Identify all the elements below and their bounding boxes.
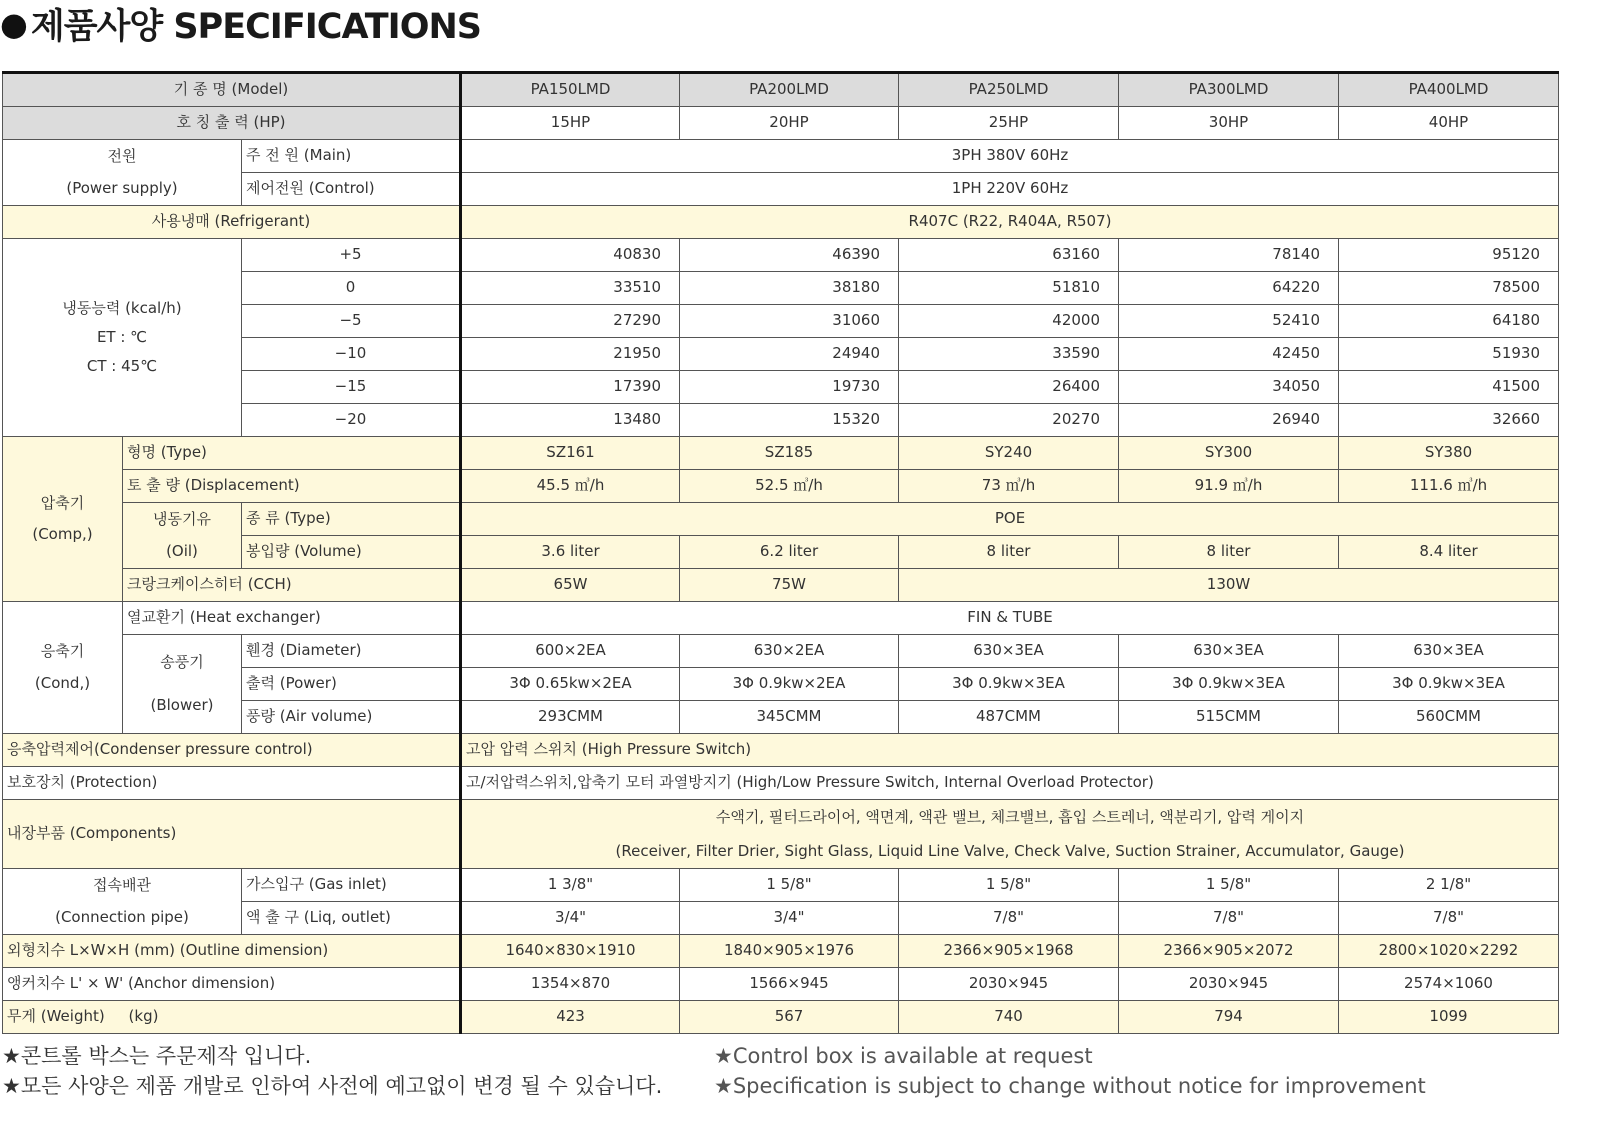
outline-row [3,935,1559,968]
capacity-value: 52410 [1119,305,1339,338]
hp-cell: 15HP [461,107,680,140]
bullet-icon: ● [0,5,27,43]
components-label: 내장부품 (Components) [3,800,461,869]
capacity-label-3: CT : 45℃ [86,357,158,376]
pow-cell: 3Φ 0.9kw×3EA [1339,668,1559,701]
capacity-value: 78140 [1119,239,1339,272]
oil-label-en: (Oil) [166,541,198,560]
liq-cell: 3/4" [461,902,680,935]
gas-cell: 1 3/8" [461,869,680,902]
dia-cell: 630×3EA [1119,635,1339,668]
oil-vol-cell: 6.2 liter [680,536,899,569]
cch-cell: 130W [899,569,1559,602]
oil-vol-cell: 8.4 liter [1339,536,1559,569]
hp-cell: 30HP [1119,107,1339,140]
anchor-row [3,968,1559,1001]
outline-cell: 2366×905×1968 [899,935,1119,968]
pow-cell: 3Φ 0.9kw×3EA [1119,668,1339,701]
capacity-label-2: ET : ℃ [96,327,148,346]
refrigerant-row [3,206,1559,239]
comp-disp-cell: 73 ㎥/h [899,470,1119,503]
liq-cell: 7/8" [1339,902,1559,935]
weight-cell: 567 [680,1001,899,1034]
gas-cell: 1 5/8" [680,869,899,902]
oil-vol-cell: 8 liter [1119,536,1339,569]
comp-disp-cell: 52.5 ㎥/h [680,470,899,503]
note-en-1: ★Control box is available at request [714,1044,1093,1068]
components-value [461,800,1559,869]
comp-type-cell: SZ185 [680,437,899,470]
comp-type-cell: SZ161 [461,437,680,470]
specifications-table [2,71,1559,1034]
note-ko-2: ★모든 사양은 제품 개발로 인하여 사전에 예고없이 변경 될 수 있습니다. [2,1074,663,1098]
page-heading [0,0,481,48]
outline-cell: 2800×1020×2292 [1339,935,1559,968]
capacity-value: 41500 [1339,371,1559,404]
liq-label: 액 출 구 (Liq, outlet) [242,902,461,935]
oil-vol-cell: 8 liter [899,536,1119,569]
pow-label: 출력 (Power) [242,668,461,701]
oil-type-value: POE [461,503,1559,536]
power-label-en: (Power supply) [66,178,178,197]
cond-dia-row [3,635,1559,668]
outline-cell: 1640×830×1910 [461,935,680,968]
comp-label-en: (Comp,) [32,525,93,543]
model-cell: PA250LMD [899,73,1119,107]
capacity-value: 24940 [680,338,899,371]
comp-type-cell: SY380 [1339,437,1559,470]
capacity-value: 51810 [899,272,1119,305]
comp-disp-cell: 45.5 ㎥/h [461,470,680,503]
weight-row [3,1001,1559,1034]
pow-cell: 3Φ 0.65kw×2EA [461,668,680,701]
gas-cell: 1 5/8" [1119,869,1339,902]
comp-type-cell: SY300 [1119,437,1339,470]
anchor-cell: 2030×945 [1119,968,1339,1001]
capacity-value: 13480 [461,404,680,437]
dia-label: 휀경 (Diameter) [242,635,461,668]
weight-cell: 423 [461,1001,680,1034]
model-row [3,73,1559,107]
model-cell: PA200LMD [680,73,899,107]
cond-hx-row [3,602,1559,635]
capacity-row [3,239,1559,272]
oil-label [123,503,242,569]
capacity-value: 40830 [461,239,680,272]
cond-label-en: (Cond,) [34,673,91,692]
capacity-value: 17390 [461,371,680,404]
comp-type-label: 형명 (Type) [123,437,461,470]
gas-cell: 2 1/8" [1339,869,1559,902]
power-main-row [3,140,1559,173]
comp-disp-row [3,470,1559,503]
anchor-cell: 1566×945 [680,968,899,1001]
power-label-ko: 전원 [107,147,137,166]
air-cell: 560CMM [1339,701,1559,734]
et-cell: +5 [242,239,461,272]
outline-cell: 1840×905×1976 [680,935,899,968]
pipe-label-ko: 접속배관 [93,876,151,895]
model-cell: PA400LMD [1339,73,1559,107]
cond-label-ko: 응축기 [40,642,85,661]
capacity-value: 38180 [680,272,899,305]
hp-cell: 20HP [680,107,899,140]
weight-cell: 794 [1119,1001,1339,1034]
gas-label: 가스입구 (Gas inlet) [242,869,461,902]
capacity-value: 95120 [1339,239,1559,272]
cond-pressure-row [3,734,1559,767]
comp-oil-type-row [3,503,1559,536]
capacity-value: 31060 [680,305,899,338]
refrigerant-label: 사용냉매 (Refrigerant) [3,206,461,239]
capacity-value: 78500 [1339,272,1559,305]
dia-cell: 630×3EA [1339,635,1559,668]
comp-label [3,437,123,602]
model-label: 기 종 명 (Model) [3,73,461,107]
hp-cell: 40HP [1339,107,1559,140]
oil-vol-label: 봉입량 (Volume) [242,536,461,569]
comp-type-row [3,437,1559,470]
protection-value: 고/저압력스위치,압축기 모터 과열방지기 (High/Low Pressure Switch, Internal Overload Protector) [461,767,1559,800]
pow-cell: 3Φ 0.9kw×2EA [680,668,899,701]
oil-label-ko: 냉동기유 [153,510,211,529]
air-cell: 515CMM [1119,701,1339,734]
dia-cell: 630×3EA [899,635,1119,668]
capacity-value: 19730 [680,371,899,404]
model-cell: PA150LMD [461,73,680,107]
liq-cell: 7/8" [1119,902,1339,935]
capacity-label-1: 냉동능력 (kcal/h) [62,298,182,317]
capacity-value: 20270 [899,404,1119,437]
power-main-value: 3PH 380V 60Hz [461,140,1559,173]
et-cell: −15 [242,371,461,404]
capacity-value: 64180 [1339,305,1559,338]
page-title: 제품사양 SPECIFICATIONS [30,7,481,47]
capacity-value: 34050 [1119,371,1339,404]
outline-cell: 2366×905×2072 [1119,935,1339,968]
notes-korean [2,1041,662,1101]
capacity-value: 46390 [680,239,899,272]
anchor-cell: 2030×945 [899,968,1119,1001]
anchor-cell: 1354×870 [461,968,680,1001]
oil-type-label: 종 류 (Type) [242,503,461,536]
capacity-value: 26400 [899,371,1119,404]
capacity-value: 42000 [899,305,1119,338]
air-cell: 345CMM [680,701,899,734]
capacity-value: 42450 [1119,338,1339,371]
power-label [3,140,242,206]
capacity-value: 21950 [461,338,680,371]
protection-label: 보호장치 (Protection) [3,767,461,800]
blower-label-ko: 송풍기 [160,652,204,671]
blower-label [123,635,242,734]
comp-disp-label: 토 출 량 (Displacement) [123,470,461,503]
et-cell: −20 [242,404,461,437]
capacity-value: 32660 [1339,404,1559,437]
refrigerant-value: R407C (R22, R404A, R507) [461,206,1559,239]
oil-vol-cell: 3.6 liter [461,536,680,569]
outline-label: 외형치수 L×W×H (mm) (Outline dimension) [3,935,461,968]
cond-pressure-value: 고압 압력 스위치 (High Pressure Switch) [461,734,1559,767]
capacity-value: 64220 [1119,272,1339,305]
dia-cell: 630×2EA [680,635,899,668]
comp-disp-cell: 91.9 ㎥/h [1119,470,1339,503]
dia-cell: 600×2EA [461,635,680,668]
capacity-value: 15320 [680,404,899,437]
hp-label: 호 칭 출 력 (HP) [3,107,461,140]
capacity-value: 33510 [461,272,680,305]
model-cell: PA300LMD [1119,73,1339,107]
components-line-ko: 수액기, 필터드라이어, 액면계, 액관 밸브, 체크밸브, 흡입 스트레너, 액분리기, 압력 게이지 [715,808,1305,826]
liq-cell: 3/4" [680,902,899,935]
components-row [3,800,1559,869]
power-main-label: 주 전 원 (Main) [242,140,461,173]
pipe-gas-row [3,869,1559,902]
hp-row [3,107,1559,140]
cond-pressure-label: 응축압력제어(Condenser pressure control) [3,734,461,767]
power-control-value: 1PH 220V 60Hz [461,173,1559,206]
capacity-value: 27290 [461,305,680,338]
blower-label-en: (Blower) [150,696,214,714]
et-cell: −10 [242,338,461,371]
capacity-value: 33590 [899,338,1119,371]
protection-row [3,767,1559,800]
pipe-label [3,869,242,935]
components-line-en: (Receiver, Filter Drier, Sight Glass, Liquid Line Valve, Check Valve, Suction Strainer, Accumulator, Gauge) [615,842,1405,860]
note-en-2: ★Specification is subject to change without notice for improvement [714,1074,1426,1098]
hp-cell: 25HP [899,107,1119,140]
et-cell: −5 [242,305,461,338]
comp-label-ko: 압축기 [40,493,85,512]
capacity-value: 63160 [899,239,1119,272]
pow-cell: 3Φ 0.9kw×3EA [899,668,1119,701]
cch-label: 크랑크케이스히터 (CCH) [123,569,461,602]
note-ko-1: ★콘트롤 박스는 주문제작 입니다. [2,1044,312,1068]
liq-cell: 7/8" [899,902,1119,935]
air-cell: 487CMM [899,701,1119,734]
capacity-value: 51930 [1339,338,1559,371]
weight-cell: 740 [899,1001,1119,1034]
cond-label [3,602,123,734]
hx-value: FIN & TUBE [461,602,1559,635]
anchor-cell: 2574×1060 [1339,968,1559,1001]
weight-label: 무게 (Weight) (kg) [3,1001,461,1034]
comp-cch-row [3,569,1559,602]
anchor-label: 앵커치수 L' × W' (Anchor dimension) [3,968,461,1001]
capacity-value: 26940 [1119,404,1339,437]
air-label: 풍량 (Air volume) [242,701,461,734]
capacity-label [3,239,242,437]
gas-cell: 1 5/8" [899,869,1119,902]
cch-cell: 65W [461,569,680,602]
pipe-label-en: (Connection pipe) [55,907,189,926]
air-cell: 293CMM [461,701,680,734]
weight-cell: 1099 [1339,1001,1559,1034]
hx-label: 열교환기 (Heat exchanger) [123,602,461,635]
et-cell: 0 [242,272,461,305]
notes-english [714,1041,1426,1101]
comp-type-cell: SY240 [899,437,1119,470]
comp-disp-cell: 111.6 ㎥/h [1339,470,1559,503]
power-control-label: 제어전원 (Control) [242,173,461,206]
cch-cell: 75W [680,569,899,602]
